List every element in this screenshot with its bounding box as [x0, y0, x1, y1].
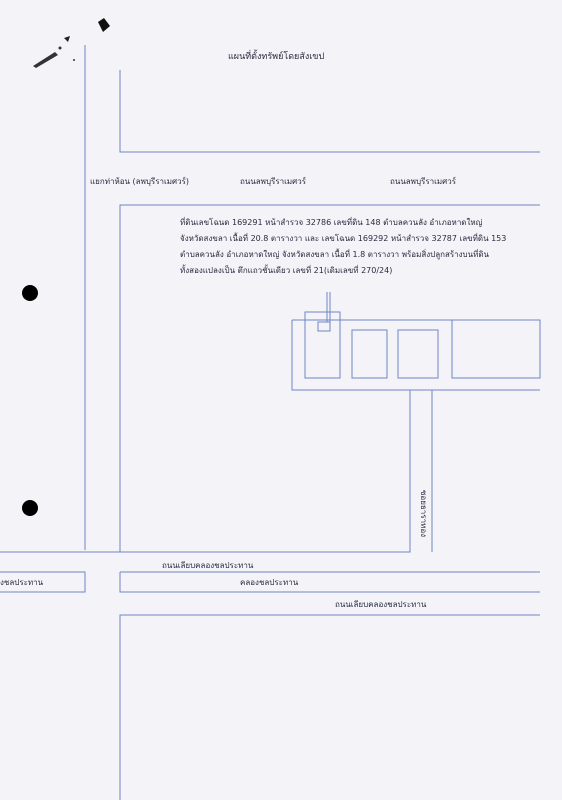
road-label-soi: ซอยธาราทอง [419, 490, 428, 538]
page-title: แผนที่ตั้งทรัพย์โดยสังเขป [228, 52, 325, 62]
road-label-canal-road-1: ถนนเลียบคลองชลประทาน [162, 561, 254, 570]
road-label-intersection: แยกท่าห้อน (ลพบุรีราเมศวร์) [90, 177, 189, 186]
binder-hole-bottom [22, 500, 38, 516]
description-line: ทั้งสองแปลงเป็น ตึกแถวชั้นเดียว เลขที่ 21(เดิมเลขที่ 270/24) [180, 266, 393, 275]
description-line: ตำบลควนลัง อำเภอหาดใหญ่ จังหวัดสงขลา เนื้อที่ 1.8 ตารางวา พร้อมสิ่งปลูกสร้างบนที่ดิน [180, 250, 490, 259]
property-description [180, 215, 507, 279]
road-label-canal-left: งชลประทาน [0, 578, 44, 587]
property-marker [318, 322, 330, 331]
description-line: ที่ดินเลขโฉนด 169291 หน้าสำรวจ 32786 เลขที่ดิน 148 ตำบลควนลัง อำเภอหาดใหญ่ [180, 218, 483, 227]
road-label-lopburi-2: ถนนลพบุรีราเมศวร์ [390, 177, 456, 186]
road-label-canal-road-2: ถนนเลียบคลองชลประทาน [335, 600, 427, 609]
neighbor-building-3 [452, 320, 540, 378]
scan-specks [33, 18, 110, 68]
soi-left-edge [120, 390, 540, 552]
road-label-canal: คลองชลประทาน [240, 578, 299, 587]
description-line: จังหวัดสงขลา เนื้อที่ 20.8 ตารางวา และ เลขโฉนด 169292 หน้าสำรวจ 32787 เลขที่ดิน 153 [180, 234, 507, 243]
top-road-lower-edge [120, 70, 540, 152]
road-label-lopburi-1: ถนนลพบุรีราเมศวร์ [240, 177, 306, 186]
binder-hole-top [22, 285, 38, 301]
canal-right-bank [120, 615, 540, 800]
neighbor-building-1 [352, 330, 387, 378]
neighbor-building-2 [398, 330, 438, 378]
canal-middle [120, 572, 540, 592]
